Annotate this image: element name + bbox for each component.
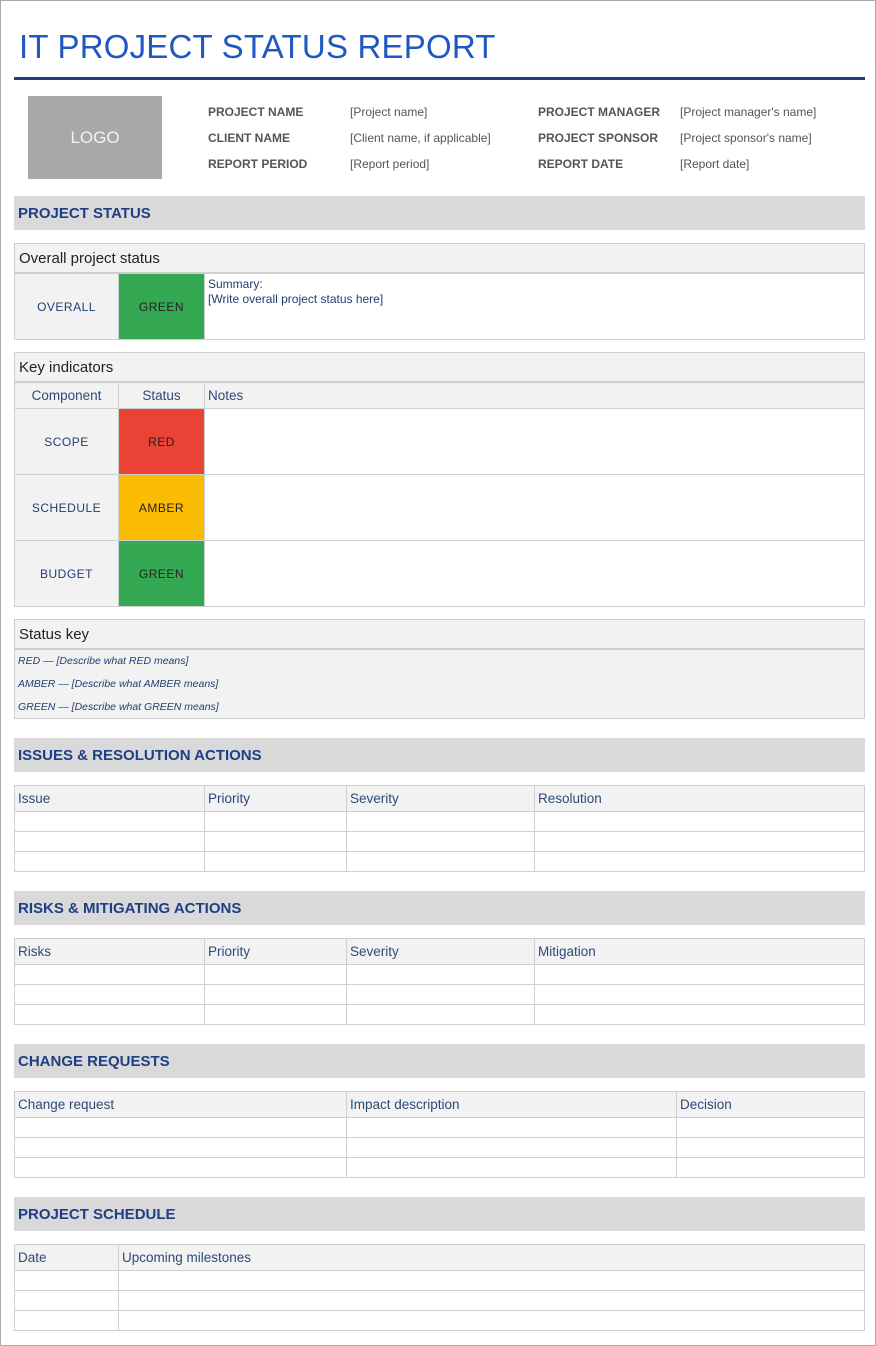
indicator-scope-status[interactable]: RED — [118, 408, 205, 475]
project-manager-value[interactable]: [Project manager's name] — [680, 105, 817, 119]
logo-placeholder: LOGO — [28, 96, 162, 179]
indicator-scope-notes[interactable] — [204, 408, 865, 475]
report-date-value[interactable]: [Report date] — [680, 157, 750, 171]
issues-col-severity: Severity — [346, 785, 535, 812]
risks-cell[interactable] — [346, 1004, 535, 1025]
issues-col-issue: Issue — [14, 785, 205, 812]
project-name-value[interactable]: [Project name] — [350, 105, 428, 119]
status-key-green: GREEN — [Describe what GREEN means] — [18, 701, 219, 713]
project-manager-label: PROJECT MANAGER — [538, 105, 661, 119]
risks-col-priority: Priority — [204, 938, 347, 965]
changes-cell[interactable] — [676, 1157, 865, 1178]
indicator-scope-label: SCOPE — [14, 408, 119, 475]
schedule-cell[interactable] — [118, 1270, 865, 1291]
indicator-budget-notes[interactable] — [204, 540, 865, 607]
schedule-cell[interactable] — [14, 1290, 119, 1311]
schedule-col-date: Date — [14, 1244, 119, 1271]
schedule-cell[interactable] — [118, 1310, 865, 1331]
col-status: Status — [118, 382, 205, 409]
project-sponsor-label: PROJECT SPONSOR — [538, 131, 659, 145]
key-indicators-heading: Key indicators — [14, 352, 865, 382]
schedule-cell[interactable] — [14, 1270, 119, 1291]
report-date-label: REPORT DATE — [538, 157, 624, 171]
risks-cell[interactable] — [534, 984, 865, 1005]
risks-cell[interactable] — [14, 984, 205, 1005]
project-sponsor-value[interactable]: [Project sponsor's name] — [680, 131, 812, 145]
page-title: IT PROJECT STATUS REPORT — [19, 28, 496, 65]
overall-status-badge[interactable]: GREEN — [118, 273, 205, 340]
issues-cell[interactable] — [14, 831, 205, 852]
section-project-schedule: PROJECT SCHEDULE — [14, 1197, 865, 1231]
status-key-amber: AMBER — [Describe what AMBER means] — [18, 678, 219, 690]
issues-cell[interactable] — [204, 831, 347, 852]
changes-cell[interactable] — [346, 1157, 677, 1178]
risks-cell[interactable] — [534, 1004, 865, 1025]
risks-cell[interactable] — [346, 984, 535, 1005]
status-key-heading: Status key — [14, 619, 865, 649]
changes-cell[interactable] — [346, 1137, 677, 1158]
schedule-cell[interactable] — [118, 1290, 865, 1311]
overall-label: OVERALL — [14, 273, 119, 340]
risks-cell[interactable] — [346, 964, 535, 985]
issues-cell[interactable] — [534, 811, 865, 832]
changes-cell[interactable] — [14, 1157, 347, 1178]
issues-cell[interactable] — [346, 851, 535, 872]
status-key-red: RED — [Describe what RED means] — [18, 655, 189, 667]
title-divider — [14, 77, 865, 80]
report-period-value[interactable]: [Report period] — [350, 157, 430, 171]
issues-cell[interactable] — [14, 851, 205, 872]
indicator-budget-status[interactable]: GREEN — [118, 540, 205, 607]
risks-cell[interactable] — [204, 984, 347, 1005]
risks-cell[interactable] — [204, 964, 347, 985]
changes-col-impact: Impact description — [346, 1091, 677, 1118]
report-period-label: REPORT PERIOD — [208, 157, 308, 171]
risks-col-mitigation: Mitigation — [534, 938, 865, 965]
summary-label: Summary: — [208, 277, 263, 291]
client-name-value[interactable]: [Client name, if applicable] — [350, 131, 491, 145]
project-name-label: PROJECT NAME — [208, 105, 304, 119]
client-name-label: CLIENT NAME — [208, 131, 290, 145]
risks-col-severity: Severity — [346, 938, 535, 965]
issues-cell[interactable] — [534, 831, 865, 852]
section-risks: RISKS & MITIGATING ACTIONS — [14, 891, 865, 925]
indicator-schedule-status[interactable]: AMBER — [118, 474, 205, 541]
issues-col-priority: Priority — [204, 785, 347, 812]
risks-cell[interactable] — [534, 964, 865, 985]
risks-cell[interactable] — [14, 1004, 205, 1025]
changes-col-request: Change request — [14, 1091, 347, 1118]
indicator-schedule-notes[interactable] — [204, 474, 865, 541]
changes-cell[interactable] — [14, 1117, 347, 1138]
schedule-col-milestones: Upcoming milestones — [118, 1244, 865, 1271]
changes-cell[interactable] — [346, 1117, 677, 1138]
risks-cell[interactable] — [14, 964, 205, 985]
issues-cell[interactable] — [346, 831, 535, 852]
issues-cell[interactable] — [534, 851, 865, 872]
indicator-schedule-label: SCHEDULE — [14, 474, 119, 541]
risks-col-risks: Risks — [14, 938, 205, 965]
issues-col-resolution: Resolution — [534, 785, 865, 812]
section-issues: ISSUES & RESOLUTION ACTIONS — [14, 738, 865, 772]
issues-cell[interactable] — [14, 811, 205, 832]
indicator-budget-label: BUDGET — [14, 540, 119, 607]
risks-cell[interactable] — [204, 1004, 347, 1025]
overall-summary-box[interactable] — [204, 273, 865, 340]
changes-col-decision: Decision — [676, 1091, 865, 1118]
changes-cell[interactable] — [14, 1137, 347, 1158]
changes-cell[interactable] — [676, 1117, 865, 1138]
summary-text: [Write overall project status here] — [208, 292, 384, 306]
section-project-status: PROJECT STATUS — [14, 196, 865, 230]
issues-cell[interactable] — [204, 811, 347, 832]
issues-cell[interactable] — [346, 811, 535, 832]
section-change-requests: CHANGE REQUESTS — [14, 1044, 865, 1078]
changes-cell[interactable] — [676, 1137, 865, 1158]
col-component: Component — [14, 382, 119, 409]
issues-cell[interactable] — [204, 851, 347, 872]
col-notes: Notes — [204, 382, 865, 409]
schedule-cell[interactable] — [14, 1310, 119, 1331]
overall-status-heading: Overall project status — [14, 243, 865, 273]
